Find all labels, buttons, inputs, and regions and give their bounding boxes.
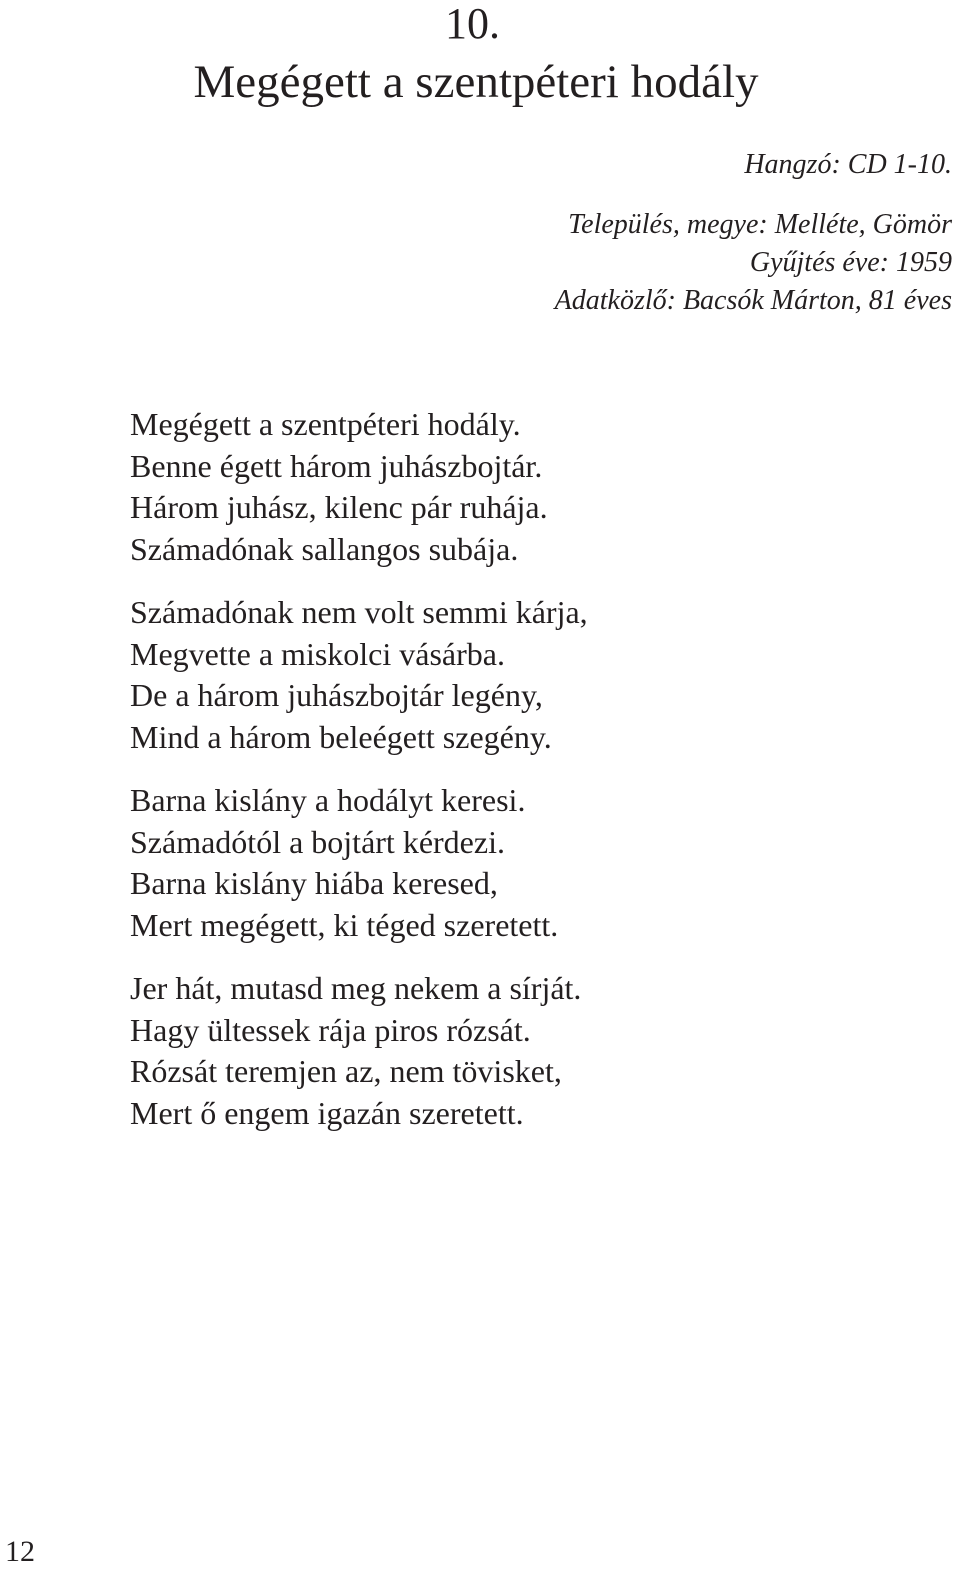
stanza [130, 404, 910, 570]
meta-year: Gyűjtés éve: 1959 [749, 247, 952, 278]
stanza-line: Megvette a miskolci vásárba. [130, 635, 505, 672]
stanza-line: Számadótól a bojtárt kérdezi. [130, 823, 505, 860]
stanza-line: Barna kislány a hodályt keresi. [130, 782, 526, 818]
stanza-line: Mert megégett, ki téged szeretett. [130, 906, 559, 943]
meta-place: Település, megye: Melléte, Gömör [568, 209, 952, 240]
stanza-line: Három juhász, kilenc pár ruhája. [130, 489, 548, 525]
meta-audio: Hangzó: CD 1-10. [744, 149, 952, 180]
stanza-line: Hagy ültessek rája piros rózsát. [130, 1011, 531, 1048]
stanza-line: Mert ő engem igazán szeretett. [130, 1094, 524, 1131]
song-title: Megégett a szentpéteri hodály [193, 56, 759, 108]
stanza-line: Megégett a szentpéteri hodály. [130, 406, 521, 442]
page-number: 12 [5, 1535, 35, 1568]
stanza [130, 968, 910, 1134]
stanza [130, 780, 910, 946]
stanza-line: Benne égett három juhászbojtár. [130, 447, 543, 484]
stanza-line: Számadónak sallangos subája. [130, 530, 519, 567]
stanza [130, 592, 910, 758]
stanza-line: Számadónak nem volt semmi kárja, [130, 594, 588, 630]
meta-informant: Adatközlő: Bacsók Márton, 81 éves [554, 285, 952, 316]
song-number: 10. [445, 0, 500, 48]
stanza-line: Jer hát, mutasd meg nekem a sírját. [130, 970, 582, 1006]
stanza-line: Barna kislány hiába keresed, [130, 865, 498, 901]
lyrics [130, 404, 910, 1156]
stanza-line: De a három juhászbojtár legény, [130, 677, 543, 713]
stanza-line: Mind a három beleégett szegény. [130, 718, 552, 755]
stanza-line: Rózsát teremjen az, nem tövisket, [130, 1053, 562, 1089]
